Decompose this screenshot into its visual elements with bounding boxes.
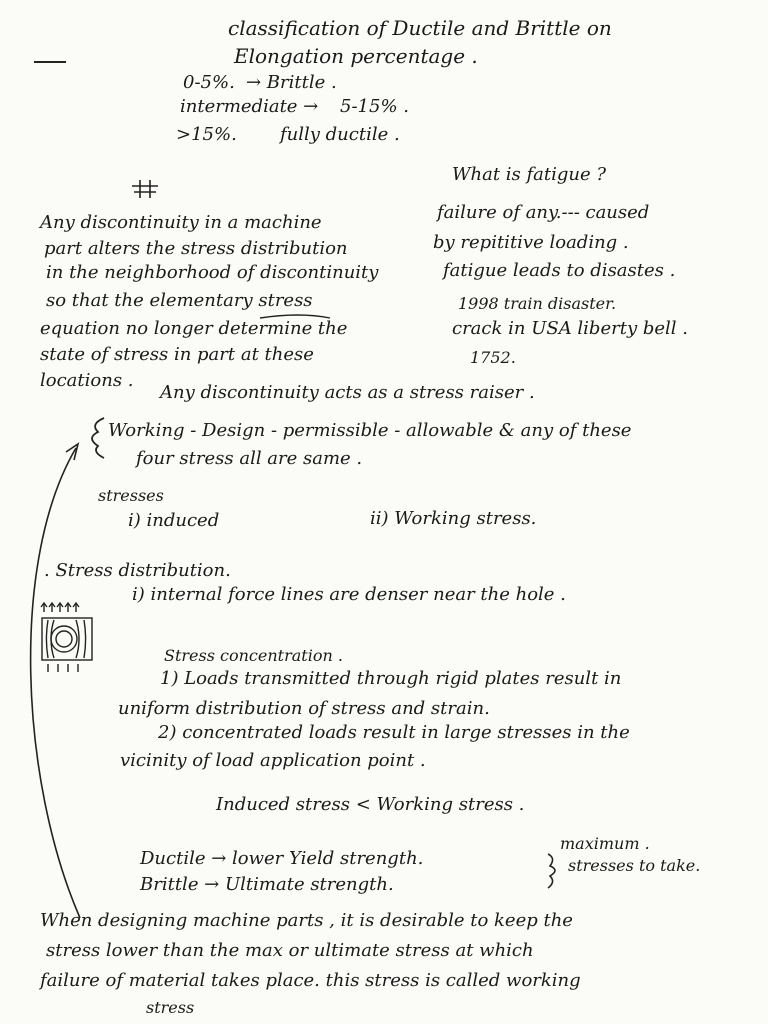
small-brace — [548, 854, 555, 888]
class-label-3: fully ductile . — [280, 124, 400, 145]
discontinuity-line-1: Any discontinuity in a machine — [40, 212, 322, 233]
title-line-2: Elongation percentage . — [234, 44, 478, 68]
class-label-1: → Brittle . — [246, 72, 337, 93]
discontinuity-line-3: in the neighborhood of discontinuity — [46, 262, 379, 283]
stress-raiser-line: Any discontinuity acts as a stress raiser . — [160, 382, 535, 403]
concentration-line-2: uniform distribution of stress and strain. — [118, 698, 490, 719]
stresses-item-1: i) induced — [128, 510, 220, 531]
class-label-2: 5-15% . — [340, 96, 409, 117]
conclusion-line-1: When designing machine parts , it is desirable to keep the — [40, 910, 573, 931]
discontinuity-line-6: state of stress in part at these — [40, 344, 314, 365]
induced-vs-working: Induced stress < Working stress . — [216, 794, 525, 815]
class-range-1: 0-5%. — [183, 72, 235, 93]
concentration-line-4: vicinity of load application point . — [120, 750, 426, 771]
curly-brace — [92, 418, 104, 458]
brittle-line: Brittle → Ultimate strength. — [140, 874, 394, 895]
stresses-item-2: ii) Working stress. — [370, 508, 537, 529]
ductile-line: Ductile → lower Yield strength. — [140, 848, 424, 869]
fatigue-line-3: fatigue leads to disastes . — [443, 260, 676, 281]
stresses-to-take-note: stresses to take. — [568, 856, 701, 875]
distribution-item: i) internal force lines are denser near the hole . — [132, 584, 566, 605]
arrow-head — [66, 444, 78, 460]
fatigue-line-1: failure of any.--- caused — [437, 202, 650, 223]
class-range-2: intermediate → — [180, 96, 319, 117]
discontinuity-line-4: so that the elementary stress — [46, 290, 313, 311]
stress-plate-sketch-icon — [41, 603, 92, 672]
conclusion-line-2: stress lower than the max or ultimate stress at which — [46, 940, 534, 961]
concentration-line-1: 1) Loads transmitted through rigid plates result in — [160, 668, 622, 689]
discontinuity-line-7: locations . — [40, 370, 134, 391]
fatigue-heading: What is fatigue ? — [452, 164, 607, 185]
working-line-2: four stress all are same . — [136, 448, 363, 469]
working-line-1: Working - Design - permissible - allowable & any of these — [108, 420, 632, 441]
discontinuity-line-5: equation no longer determine the — [40, 318, 348, 339]
conclusion-line-4: stress — [146, 998, 195, 1017]
concentration-heading: Stress concentration . — [164, 646, 343, 665]
conclusion-line-3: failure of material takes place. this stress is called working — [40, 970, 581, 991]
crossed-out-mark — [132, 180, 158, 198]
fatigue-line-2: by repititive loading . — [433, 232, 629, 253]
curved-arrow — [31, 448, 80, 918]
fatigue-line-5: crack in USA liberty bell . — [452, 318, 688, 339]
class-range-3: >15%. — [176, 124, 237, 145]
fatigue-line-4: 1998 train disaster. — [458, 294, 617, 313]
maximum-note: maximum . — [560, 834, 650, 853]
fatigue-line-6: 1752. — [470, 348, 516, 367]
concentration-line-3: 2) concentrated loads result in large stresses in the — [158, 722, 630, 743]
distribution-heading: . Stress distribution. — [44, 560, 231, 581]
discontinuity-line-2: part alters the stress distribution — [44, 238, 348, 259]
title-line-1: classification of Ductile and Brittle on — [228, 16, 612, 40]
stresses-label: stresses — [98, 486, 164, 505]
